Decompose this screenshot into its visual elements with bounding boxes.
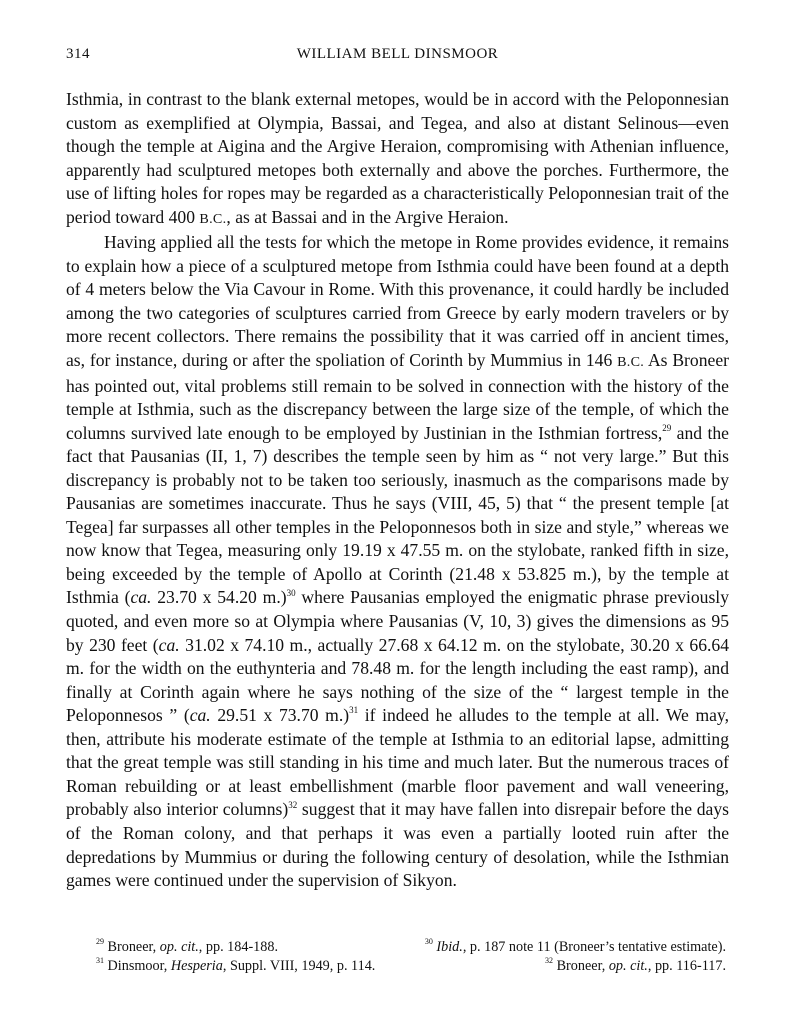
paragraph-2-text-h: if indeed he alludes to the temple at all. We may, then, attribute his moderate estimate of the temple at Isthmia to an editorial lapse, admitting that the great temple was still standing in his time and much later. But the numerous traces of Roman rebuilding or at least embellishment (marble floor pavement and wall veneering, probably also interior columns) — [66, 705, 730, 820]
paragraph-2-text-b: As Broneer has pointed out, vital problems still remain to be solved in connection with the history of the temple at Isthmia, such as the discrepancy between the large size of the temple, of which the columns survived late enough to be employed by Justinian in the Isthmian fortress, — [66, 350, 729, 443]
footnote-italic: Hesperia — [170, 958, 223, 974]
paragraph-1 — [66, 88, 729, 231]
footnote-italic: op. cit. — [159, 939, 199, 955]
footnote-text: Dinsmoor, — [104, 958, 171, 974]
circa-italic: ca. — [189, 705, 211, 726]
footnote-30 — [425, 938, 726, 956]
paragraph-2 — [66, 231, 729, 892]
footnote-italic: Ibid. — [432, 939, 463, 955]
footnote-number: 32 — [545, 956, 554, 966]
paragraph-2-text-i: suggest that it may have fallen into disrepair before the days of the Roman colony, and that perhaps it was even a partially looted ruin after the depredations by Mummius or during the following century of desolation, while the Isthmian games were continued under the supervision of Sikyon. — [66, 799, 729, 891]
footnote-number: 31 — [96, 956, 104, 966]
small-caps-bc: B.C. — [199, 210, 227, 227]
paragraph-2-text-d: 23.70 x 54.20 m.) — [151, 587, 287, 608]
footnote-row-1 — [96, 938, 726, 956]
footnote-text: Broneer, — [553, 958, 609, 974]
footnote-ref-30: 30 — [286, 587, 296, 598]
paragraph-1-text-b: , as at Bassai and in the Argive Heraion. — [226, 206, 509, 227]
footnote-number: 29 — [96, 937, 104, 947]
circa-italic: ca. — [158, 634, 180, 655]
footnote-text: , pp. 184-188. — [198, 939, 279, 955]
paragraph-2-text-f: 31.02 x 74.10 m., actually 27.68 x 64.12 m. on the stylobate, 30.20 x 66.64 m. for the width on the euthynteria and 78.48 m. for the length including the east ramp), and finally at Corinth again where he says nothing of the size of the “ largest temple in the Peloponnesos ” ( — [66, 634, 730, 726]
circa-italic: ca. — [130, 587, 152, 608]
footnote-ref-31: 31 — [349, 705, 359, 716]
running-title: WILLIAM BELL DINSMOOR — [296, 46, 499, 62]
running-header — [66, 46, 729, 68]
footnote-text: , p. 187 note 11 (Broneer’s tentative estimate). — [462, 939, 726, 955]
body-text — [66, 88, 729, 893]
footnote-italic: op. cit. — [608, 958, 648, 974]
paragraph-2-text-g: 29.51 x 73.70 m.) — [210, 705, 350, 726]
footnote-number: 30 — [424, 937, 433, 947]
footnote-ref-32: 32 — [288, 799, 298, 810]
footnote-ref-29: 29 — [662, 422, 672, 433]
page-number: 314 — [66, 46, 90, 62]
paragraph-2-text-a: Having applied all the tests for which the metope in Rome provides evidence, it remains to explain how a piece of a sculptured metope from Isthmia could have been found at a depth of 4 meters below the Via Cavour in Rome. With this provenance, it could hardly be included among the two categories of sculptures carried from Greece by early modern travelers or by more recent collectors. There remains the possibility that it was carried off in ancient times, as, for instance, during or after the spoliation of Corinth by Mummius in 146 — [66, 232, 729, 371]
paragraph-2-text-c: and the fact that Pausanias (II, 1, 7) describes the temple seen by him as “ not very large.” But this discrepancy is probably not to be taken too seriously, inasmuch as the comparisons made by Pausanias are sometimes inaccurate. Thus he says (VIII, 45, 5) that “ the present temple [at Tegea] far surpasses all other temples in the Peloponnesos both in size and style,” whereas we now know that Tegea, measuring only 19.19 x 47.55 m. on the stylobate, ranked fifth in size, being exceeded by the temple of Apollo at Corinth (21.48 x 53.825 m.), by the temple at Isthmia ( — [66, 422, 729, 608]
paragraph-1-text-a: Isthmia, in contrast to the blank external metopes, would be in accord with the Peloponnesian custom as exemplified at Olympia, Bassai, and Tegea, and also at distant Selinous—even though the temple at Aigina and the Argive Heraion, compromising with Athenian influence, apparently had sculptured metopes both externally and above the porches. Furthermore, the use of lifting holes for ropes may be regarded as a characteristically Peloponnesian trait of the period toward 400 — [66, 89, 729, 227]
footnote-text: , pp. 116-117. — [647, 958, 726, 974]
small-caps-bc: B.C. — [617, 354, 645, 371]
footnote-32 — [545, 957, 726, 975]
footnote-31 — [96, 958, 375, 974]
paragraph-2-text-e: where Pausanias employed the enigmatic phrase previously quoted, and even more so at Olympia where Pausanias (V, 10, 3) gives the dimensions as 95 by 230 feet ( — [66, 587, 729, 655]
footnote-29 — [96, 939, 278, 955]
footnote-text: Broneer, — [104, 939, 160, 955]
footnote-row-2 — [96, 957, 726, 975]
footnote-text: , Suppl. VIII, 1949, p. 114. — [222, 958, 376, 974]
